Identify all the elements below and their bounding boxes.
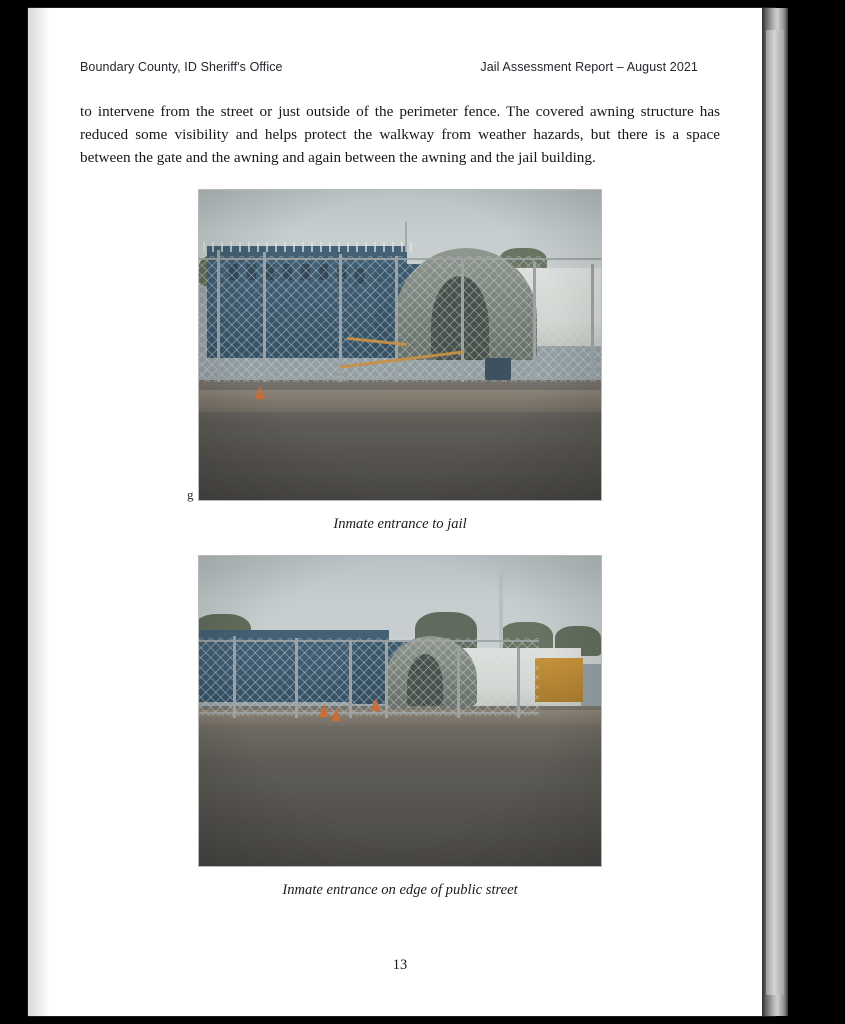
photo2-fence-post [295,638,298,718]
photo1-fence-post [591,264,594,380]
photo1-fence-post [533,262,536,380]
figure-1-caption: Inmate entrance to jail [333,516,467,533]
photo2-fence-bottom-rail [199,712,539,714]
scrollbar-thumb[interactable] [766,30,784,995]
photo2-traffic-cone [319,704,329,717]
header-right-text: Jail Assessment Report – August 2021 [480,60,698,74]
photo2-fence-post [385,642,388,718]
photo2-fence-post [517,648,520,718]
figure-1 [80,189,720,533]
figure-2 [80,555,720,899]
figure-2-caption: Inmate entrance on edge of public street [282,882,518,899]
photo2-orange-container [535,658,583,702]
photo2-traffic-cone [331,708,341,721]
photo-inmate-entrance-to-jail [199,190,601,500]
photo1-fence-post [339,254,342,382]
photo2-fence-post [233,636,236,718]
photo1-flag-pole [405,222,407,252]
photo2-fence-mesh [199,638,539,716]
photo1-traffic-cone [255,386,265,399]
running-header [80,60,720,74]
photo1-blue-bin [485,358,511,380]
photo1-fence-post [461,260,464,382]
photo1-razor-wire [203,242,413,252]
photo1-fence-mesh [199,256,601,382]
photo1-fence-post [263,252,266,382]
photo2-traffic-cone [371,698,381,711]
photo2-fence-top-rail [199,640,539,642]
photo1-fence-post [217,250,220,382]
page-number: 13 [392,957,408,974]
stray-scan-mark: g [187,487,194,503]
figure-1-frame [187,189,602,503]
body-paragraph: to intervene from the street or just outside of the perimeter fence. The covered awning structure has reduced some visibility and helps protect the walkway from weather hazards, but there is a space between the gate and the awning and again between the awning and the jail building. [80,103,720,167]
photo1-fence-bottom-rail [199,378,601,380]
scanned-page [28,8,776,1016]
photo2-ground [199,706,601,866]
header-left-text: Boundary County, ID Sheriff's Office [80,60,283,74]
photo2-comm-tower [499,574,503,648]
photo1-fence-top-rail [199,258,601,260]
page-content [80,60,720,974]
photo1-fence-post [395,256,398,382]
photo2-fence-post [349,640,352,718]
photo-inmate-entrance-public-street [199,556,601,866]
figure-2-frame [198,555,602,867]
photo2-fence-post [457,646,460,718]
